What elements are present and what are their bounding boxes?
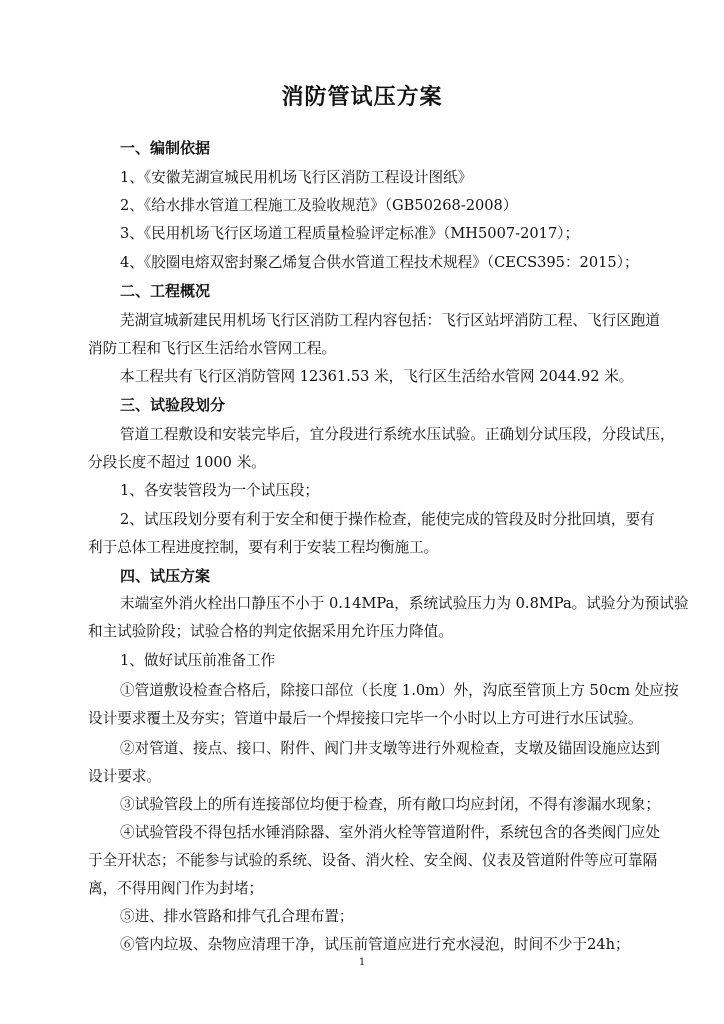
section-3-heading: 三、试验段划分 xyxy=(120,396,226,414)
prep-item-1-line-1: ①管道敷设检查合格后，除接口部位（长度 1.0m）外，沟底至管顶上方 50cm 处应按 xyxy=(120,682,679,699)
reference-item-4: 4、《胶圈电熔双密封聚乙烯复合供水管道工程技术规程》（CECS395：2015）； xyxy=(120,254,639,271)
division-paragraph-line-2: 分段长度不超过 1000 米。 xyxy=(88,454,266,471)
overview-paragraph-line-2: 消防工程和飞行区生活给水管网工程。 xyxy=(88,340,337,357)
division-item-2-line-2: 利于总体工程进度控制，要有利于安装工程均衡施工。 xyxy=(88,539,439,556)
section-4-heading: 四、试压方案 xyxy=(120,567,211,585)
overview-quantities: 本工程共有飞行区消防管网 12361.53 米，飞行区生活给水管网 2044.92 米。 xyxy=(120,368,634,385)
test-plan-paragraph-line-2: 和主试验阶段；试验合格的判定依据采用允许压力降值。 xyxy=(88,623,453,640)
prep-item-4-line-2: 于全开状态；不能参与试验的系统、设备、消火栓、安全阀、仪表及管道附件等应可靠隔 xyxy=(88,852,658,869)
preparation-heading: 1、做好试压前准备工作 xyxy=(120,652,276,669)
prep-item-6: ⑥管内垃圾、杂物应清理干净，试压前管道应进行充水浸泡，时间不少于24h； xyxy=(120,936,630,953)
division-item-1: 1、各安装管段为一个试压段； xyxy=(120,482,320,499)
prep-item-2-line-1: ②对管道、接点、接口、附件、阀门井支墩等进行外观检查，支墩及锚固设施应达到 xyxy=(120,740,660,757)
reference-item-1: 1、《安徽芜湖宣城民用机场飞行区消防工程设计图纸》 xyxy=(120,169,473,186)
overview-paragraph-line-1: 芜湖宣城新建民用机场飞行区消防工程内容包括：飞行区站坪消防工程、飞行区跑道 xyxy=(120,312,660,329)
prep-item-2-line-2: 设计要求。 xyxy=(88,768,161,785)
prep-item-4-line-1: ④试验管段不得包括水锤消除器、室外消火栓等管道附件，系统包含的各类阀门应处 xyxy=(120,824,660,841)
prep-item-4-line-3: 离，不得用阀门作为封堵； xyxy=(88,880,264,897)
prep-item-3: ③试验管段上的所有连接部位均便于检查，所有敞口均应封闭，不得有渗漏水现象； xyxy=(120,796,660,813)
prep-item-1-line-2: 设计要求覆土及夯实；管道中最后一个焊接接口完毕一个小时以上方可进行水压试验。 xyxy=(88,710,643,727)
section-1-heading: 一、编制依据 xyxy=(120,139,211,157)
test-plan-paragraph-line-1: 末端室外消火栓出口静压不小于 0.14MPa，系统试验压力为 0.8MPa。试验分为预试验 xyxy=(120,595,689,612)
page-number: 1 xyxy=(358,957,366,968)
division-item-2-line-1: 2、试压段划分要有利于安全和便于操作检查，能使完成的管段及时分批回填，要有 xyxy=(120,511,655,528)
division-paragraph-line-1: 管道工程敷设和安装完毕后，宜分段进行系统水压试验。正确划分试压段，分段试压， xyxy=(120,426,675,443)
reference-item-2: 2、《给水排水管道工程施工及验收规范》（GB50268-2008） xyxy=(120,197,518,214)
section-2-heading: 二、工程概况 xyxy=(120,282,211,300)
document-title: 消防管试压方案 xyxy=(281,84,443,110)
reference-item-3: 3、《民用机场飞行区场道工程质量检验评定标准》（MH5007-2017）； xyxy=(120,225,580,242)
prep-item-5: ⑤进、排水管路和排气孔合理布置； xyxy=(120,908,354,925)
